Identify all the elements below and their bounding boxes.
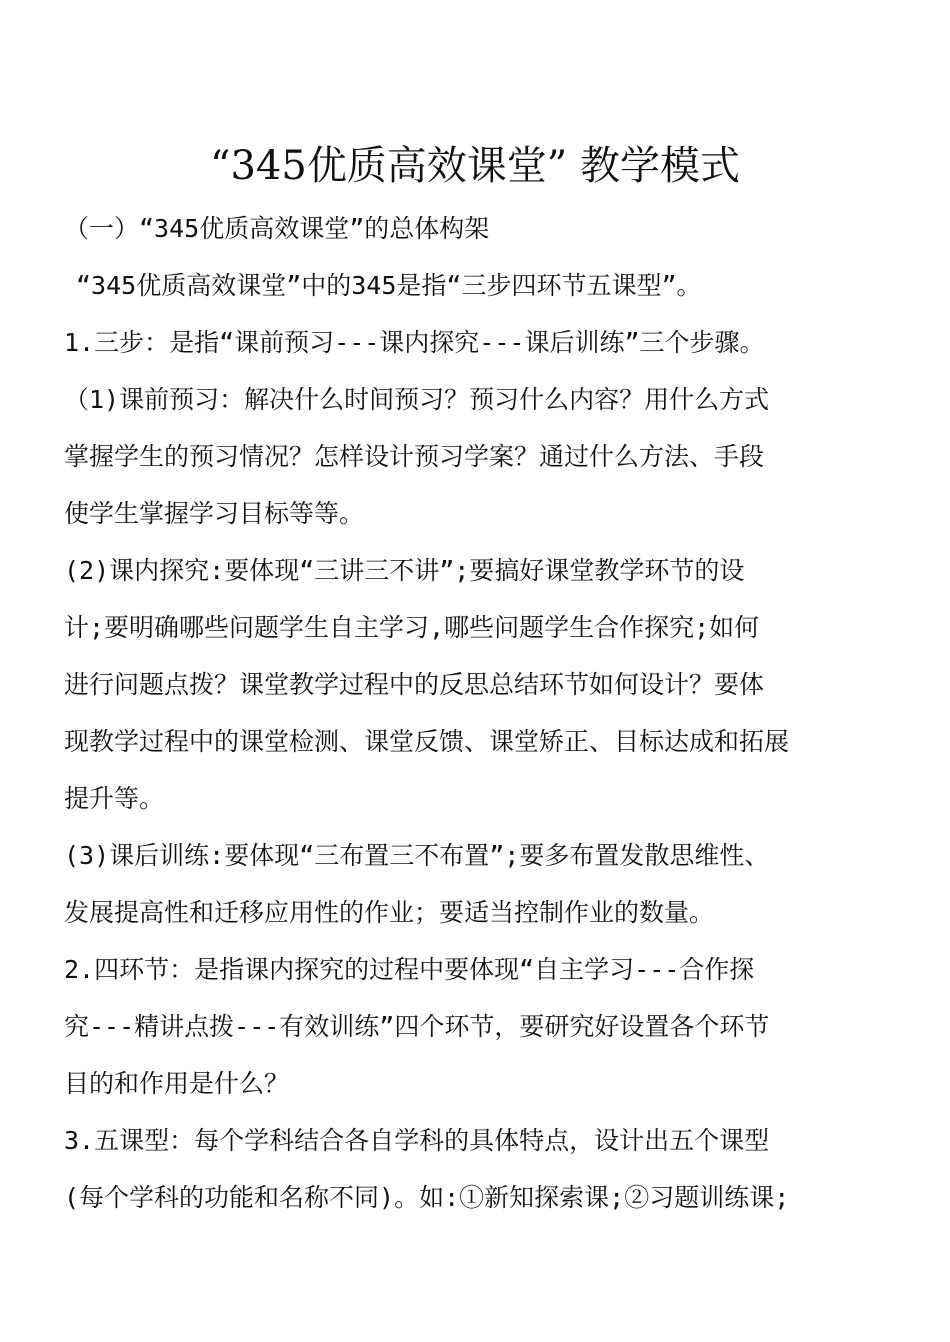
paragraph-line: 提升等。 (64, 784, 165, 813)
paragraph-line: “345优质高效课堂”中的345是指“三步四环节五课型”。 (76, 271, 702, 300)
paragraph-line: 进行问题点拨？课堂教学过程中的反思总结环节如何设计？要体 (64, 670, 765, 699)
paragraph-line: （1)课前预习：解决什么时间预习？预习什么内容？用什么方式 (64, 385, 770, 414)
paragraph-line: 现教学过程中的课堂检测、课堂反馈、课堂矫正、目标达成和拓展 (64, 727, 790, 756)
paragraph-line: 发展提高性和迁移应用性的作业；要适当控制作业的数量。 (64, 898, 715, 927)
section-heading: （一）“345优质高效课堂”的总体构架 (64, 214, 490, 243)
paragraph-line: (2)课内探究:要体现“三讲三不讲”;要搞好课堂教学环节的设 (64, 556, 745, 585)
paragraph-line: 2.四环节：是指课内探究的过程中要体现“自主学习---合作探 (64, 955, 755, 984)
paragraph-line: 掌握学生的预习情况？怎样设计预习学案？通过什么方法、手段 (64, 442, 765, 471)
paragraph-line: 3.五课型：每个学科结合各自学科的具体特点，设计出五个课型 (64, 1126, 770, 1155)
paragraph-line: 使学生掌握学习目标等等。 (64, 499, 365, 528)
paragraph-line: 计;要明确哪些问题学生自主学习,哪些问题学生合作探究;如何 (64, 613, 760, 642)
paragraph-line: 1.三步：是指“课前预习---课内探究---课后训练”三个步骤。 (64, 328, 765, 357)
paragraph-line: (每个学科的功能和名称不同)。如:①新知探索课;②习题训练课; (64, 1183, 790, 1212)
paragraph-line: 目的和作用是什么？ (64, 1069, 290, 1098)
paragraph-line: 究---精讲点拨---有效训练”四个环节，要研究好设置各个环节 (64, 1012, 770, 1041)
document-body (64, 200, 890, 1226)
paragraph-line: (3)课后训练:要体现“三布置三不布置”;要多布置发散思维性、 (64, 841, 770, 870)
document-title: “345优质高效课堂” 教学模式 (210, 143, 740, 189)
